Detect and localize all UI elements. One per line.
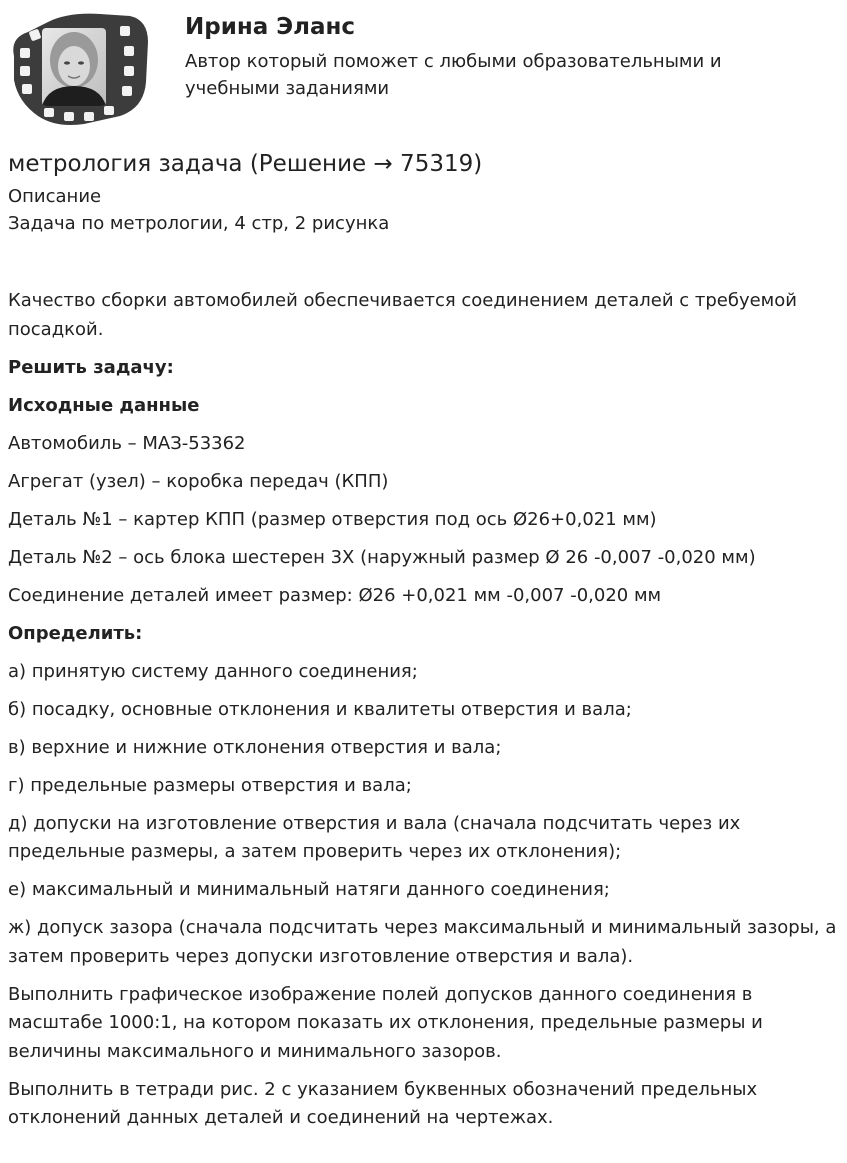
paragraph-part-1: Деталь №1 – картер КПП (размер отверстия под ось Ø26+0,021 мм): [8, 508, 657, 530]
list-item-g: г) предельные размеры отверстия и вала;: [8, 774, 412, 796]
list-item-d: д) допуски на изготовление отверстия и вала (сначала подсчитать через их предельные размеры, а затем проверить через их отклонения);: [8, 812, 741, 862]
page-title: метрология задача (Решение → 75319): [8, 151, 483, 177]
paragraph-part-2: Деталь №2 – ось блока шестерен 3Х (наружный размер Ø 26 -0,007 -0,020 мм): [8, 546, 756, 568]
heading-solve-task: Решить задачу:: [8, 356, 174, 378]
list-item-a: а) принятую систему данного соединения;: [8, 660, 418, 682]
author-name: Ирина Эланс: [185, 14, 356, 40]
task-body: [8, 287, 838, 1133]
avatar-image: [8, 8, 150, 128]
author-header: [8, 8, 838, 128]
paragraph-unit: Агрегат (узел) – коробка передач (КПП): [8, 470, 389, 492]
description-text: Задача по метрологии, 4 стр, 2 рисунка: [8, 213, 390, 234]
list-item-v: в) верхние и нижние отклонения отверстия и вала;: [8, 736, 502, 758]
author-description: Автор который поможет с любыми образовательными и учебными заданиями: [185, 51, 722, 99]
heading-determine: Определить:: [8, 622, 143, 644]
author-info: [185, 12, 815, 102]
list-item-zh: ж) допуск зазора (сначала подсчитать через максимальный и минимальный зазоры, а затем проверить через допуски изготовление отверстия и вала).: [8, 917, 837, 967]
paragraph-graphic-task: Выполнить графическое изображение полей допусков данного соединения в масштабе 1000:1, на котором показать их отклонения, предельные размеры и величины максимального и минимального зазоров.: [8, 983, 763, 1062]
paragraph-intro: Качество сборки автомобилей обеспечивается соединением деталей с требуемой посадкой.: [8, 290, 797, 340]
list-item-b: б) посадку, основные отклонения и квалитеты отверстия и вала;: [8, 698, 632, 720]
paragraph-notebook-task: Выполнить в тетради рис. 2 с указанием буквенных обозначений предельных отклонений данных деталей и соединений на чертежах.: [8, 1078, 758, 1128]
description-label: Описание: [8, 186, 102, 207]
paragraph-vehicle: Автомобиль – МАЗ-53362: [8, 432, 246, 454]
author-avatar: [8, 8, 150, 128]
main-content: [8, 148, 838, 1142]
heading-initial-data: Исходные данные: [8, 394, 200, 416]
list-item-e: е) максимальный и минимальный натяги данного соединения;: [8, 879, 610, 900]
paragraph-connection-size: Соединение деталей имеет размер: Ø26 +0,021 мм -0,007 -0,020 мм: [8, 584, 662, 606]
